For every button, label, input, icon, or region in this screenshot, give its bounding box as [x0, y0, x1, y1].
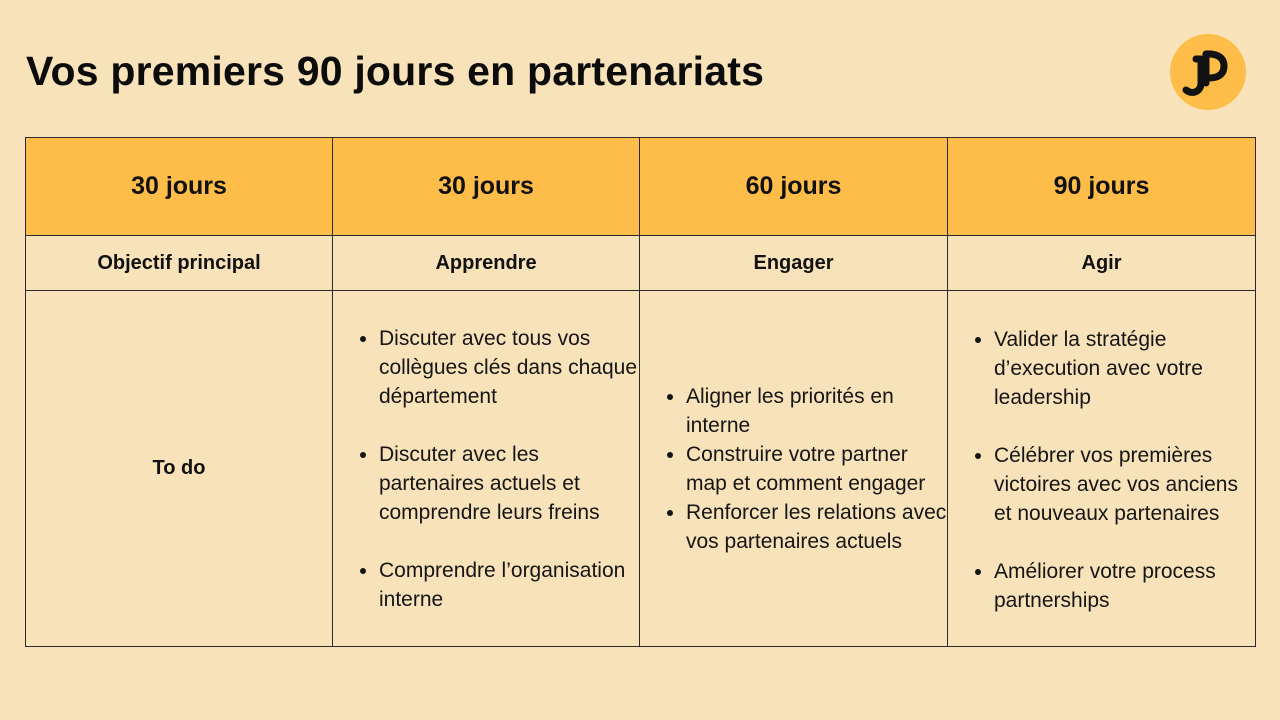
- todo-row: [26, 291, 1256, 647]
- objective-cell: Apprendre: [333, 236, 640, 291]
- table-header-row: [26, 138, 1256, 236]
- list-item: • Valider la stratégie d’execution avec votre leadership: [994, 325, 1255, 412]
- header-cell: 30 jours: [333, 138, 640, 236]
- todo-cell-act: [948, 291, 1256, 647]
- jp-logo-icon: [1170, 34, 1246, 110]
- page-title: Vos premiers 90 jours en partenariats: [26, 48, 765, 94]
- todo-cell-learn: [333, 291, 640, 647]
- plan-table: [25, 137, 1256, 647]
- todo-list: [948, 323, 1255, 615]
- list-item: • Comprendre l’organisation interne: [379, 556, 639, 614]
- list-item: • Discuter avec les partenaires actuels et comprendre leurs freins: [379, 440, 639, 527]
- objective-cell: Engager: [640, 236, 948, 291]
- list-item: • Aligner les priorités en interne: [686, 382, 947, 440]
- list-item: • Renforcer les relations avec vos partenaires actuels: [686, 498, 947, 556]
- todo-label: To do: [26, 291, 333, 647]
- objective-cell: Agir: [948, 236, 1256, 291]
- todo-list: [640, 382, 947, 556]
- list-item: • Améliorer votre process partnerships: [994, 557, 1255, 615]
- objective-row: [26, 236, 1256, 291]
- todo-list: [333, 324, 639, 614]
- list-item: • Construire votre partner map et comment engager: [686, 440, 947, 498]
- list-item: • Célébrer vos premières victoires avec vos anciens et nouveaux partenaires: [994, 441, 1255, 528]
- list-item: • Discuter avec tous vos collègues clés dans chaque département: [379, 324, 639, 411]
- header-cell: 30 jours: [26, 138, 333, 236]
- header-cell: 60 jours: [640, 138, 948, 236]
- objective-label: Objectif principal: [26, 236, 333, 291]
- todo-cell-engage: [640, 291, 948, 647]
- header-cell: 90 jours: [948, 138, 1256, 236]
